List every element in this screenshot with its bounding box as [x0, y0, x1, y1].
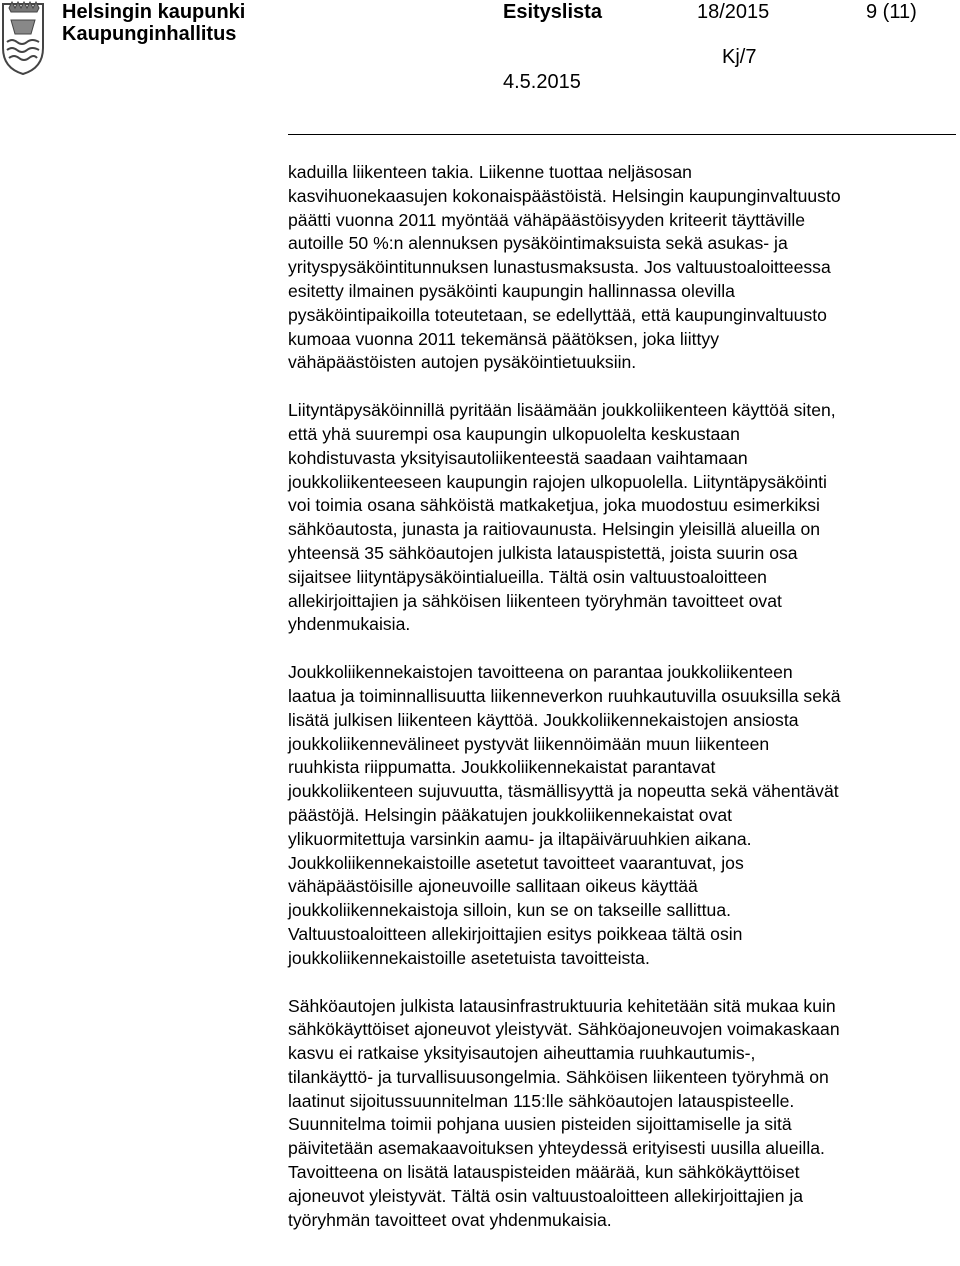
text-line: Sähköautojen julkista latausinfrastruktuuria kehitetään sitä mukaa kuin: [288, 995, 836, 1016]
text-line: ajoneuvot yleistyvät. Tältä osin valtuustoaloitteen allekirjoittajien ja: [288, 1185, 804, 1206]
text-line: ylikuormitettuja varsinkin aamu- ja iltapäiväruuhkien aikana.: [288, 828, 752, 849]
text-line: joukkoliikennevälineet pystyvät liikennöimään muun liikenteen: [288, 733, 770, 754]
text-line: tilankäyttö- ja turvallisuusongelmia. Sähköisen liikenteen työryhmä on: [288, 1066, 829, 1087]
text-line: päästöjä. Helsingin pääkatujen joukkoliikennekaistat ovat: [288, 804, 733, 825]
text-line: kasvihuonekaasujen kokonaispäästöistä. Helsingin kaupunginvaltuusto: [288, 185, 841, 206]
organization-name: Helsingin kaupunki: [62, 1, 246, 23]
text-line: sijaitsee liityntäpysäköintialueilla. Tältä osin valtuustoaloitteen: [288, 566, 767, 587]
page-number: 9 (11): [866, 1, 917, 23]
text-line: työryhmän tavoitteet ovat yhdenmukaisia.: [288, 1209, 612, 1230]
text-line: Liityntäpysäköinnillä pyritään lisäämään joukkoliikenteen käyttöä siten,: [288, 400, 836, 421]
text-line: että yhä suurempi osa kaupungin ulkopuolelta keskustaan: [288, 423, 740, 444]
text-line: Joukkoliikennekaistojen tavoitteena on parantaa joukkoliikenteen: [288, 662, 793, 683]
body-paragraph: [288, 161, 956, 375]
text-line: esitetty ilmainen pysäköinti kaupungin hallinnassa olevilla: [288, 280, 735, 301]
text-line: sähkökäyttöiset ajoneuvot yleistyvät. Sähköajoneuvojen voimakaskaan: [288, 1019, 840, 1040]
agenda-item-code: Kj/7: [722, 46, 757, 68]
body-paragraph: [288, 399, 956, 637]
header-divider: [288, 134, 956, 135]
text-line: kasvu ei ratkaise yksityisautojen aiheuttamia ruuhkautumis-,: [288, 1043, 756, 1064]
text-line: yhdenmukaisia.: [288, 614, 411, 635]
text-line: päätti vuonna 2011 myöntää vähäpäästöisyyden kriteerit täyttäville: [288, 209, 806, 230]
text-line: joukkoliikennekaistoja silloin, kun se on takseille sallittua.: [288, 900, 732, 921]
text-line: joukkoliikenteeseen kaupungin rajojen ulkopuolella. Liityntäpysäköinti: [288, 471, 827, 492]
text-line: laatua ja toiminnallisuutta liikenneverkon ruuhkautuvilla osuuksilla sekä: [288, 685, 841, 706]
text-line: kaduilla liikenteen takia. Liikenne tuottaa neljäsosan: [288, 162, 692, 182]
text-line: vähäpäästöisten autojen pysäköintietuuksiin.: [288, 352, 637, 373]
text-line: kohdistuvasta yksityisautoliikenteestä saadaan vaihtamaan: [288, 447, 748, 468]
document-number: 18/2015: [697, 1, 770, 23]
text-line: Joukkoliikennekaistoille asetetut tavoitteet vaarantuvat, jos: [288, 852, 744, 873]
text-line: kumoaa vuonna 2011 tekemänsä päätöksen, joka liittyy: [288, 328, 719, 349]
text-line: autoille 50 %:n alennuksen pysäköintimaksuista sekä asukas- ja: [288, 233, 788, 254]
body-paragraph: [288, 661, 956, 970]
text-line: yrityspysäköintitunnuksen lunastusmaksusta. Jos valtuustoaloitteessa: [288, 257, 831, 278]
text-line: joukkoliikennekaistoille asetetuista tavoitteista.: [288, 947, 650, 968]
meeting-date: 4.5.2015: [503, 71, 581, 93]
helsinki-coat-of-arms-logo: [0, 0, 46, 76]
governing-body: Kaupunginhallitus: [62, 23, 237, 45]
text-line: pysäköintipaikoilla toteutetaan, se edellyttää, että kaupunginvaltuusto: [288, 304, 827, 325]
document-body: [288, 161, 956, 1256]
text-line: Valtuustoaloitteen allekirjoittajien esitys poikkeaa tältä osin: [288, 923, 743, 944]
text-line: allekirjoittajien ja sähköisen liikenteen työryhmän tavoitteet ovat: [288, 590, 782, 611]
text-line: lisätä julkisen liikenteen käyttöä. Joukkoliikennekaistojen ansiosta: [288, 709, 799, 730]
text-line: Suunnitelma toimii pohjana uusien pisteiden sijoittamiselle ja sitä: [288, 1114, 792, 1135]
text-line: laatinut sijoitussuunnitelman 115:lle sähköautojen latauspisteelle.: [288, 1090, 795, 1111]
text-line: ruuhkista riippumatta. Joukkoliikennekaistat parantavat: [288, 757, 716, 778]
body-paragraph: [288, 995, 956, 1233]
text-line: vähäpäästöisille ajoneuvoille sallitaan oikeus käyttää: [288, 876, 698, 897]
text-line: Tavoitteena on lisätä latauspisteiden määrää, kun sähkökäyttöiset: [288, 1162, 800, 1183]
text-line: yhteensä 35 sähköautojen julkista latauspistettä, joista suurin osa: [288, 542, 798, 563]
text-line: joukkoliikenteen sujuvuutta, täsmällisyyttä ja nopeutta sekä vähentävät: [288, 781, 839, 802]
text-line: päivitetään asemakaavoituksen yhteydessä erityisesti uusilla alueilla.: [288, 1138, 825, 1159]
text-line: sähköautosta, junasta ja raitiovaunusta. Helsingin yleisillä alueilla on: [288, 519, 821, 540]
text-line: voi toimia osana sähköistä matkaketjua, joka muodostuu esimerkiksi: [288, 495, 820, 516]
document-type: Esityslista: [503, 1, 602, 23]
